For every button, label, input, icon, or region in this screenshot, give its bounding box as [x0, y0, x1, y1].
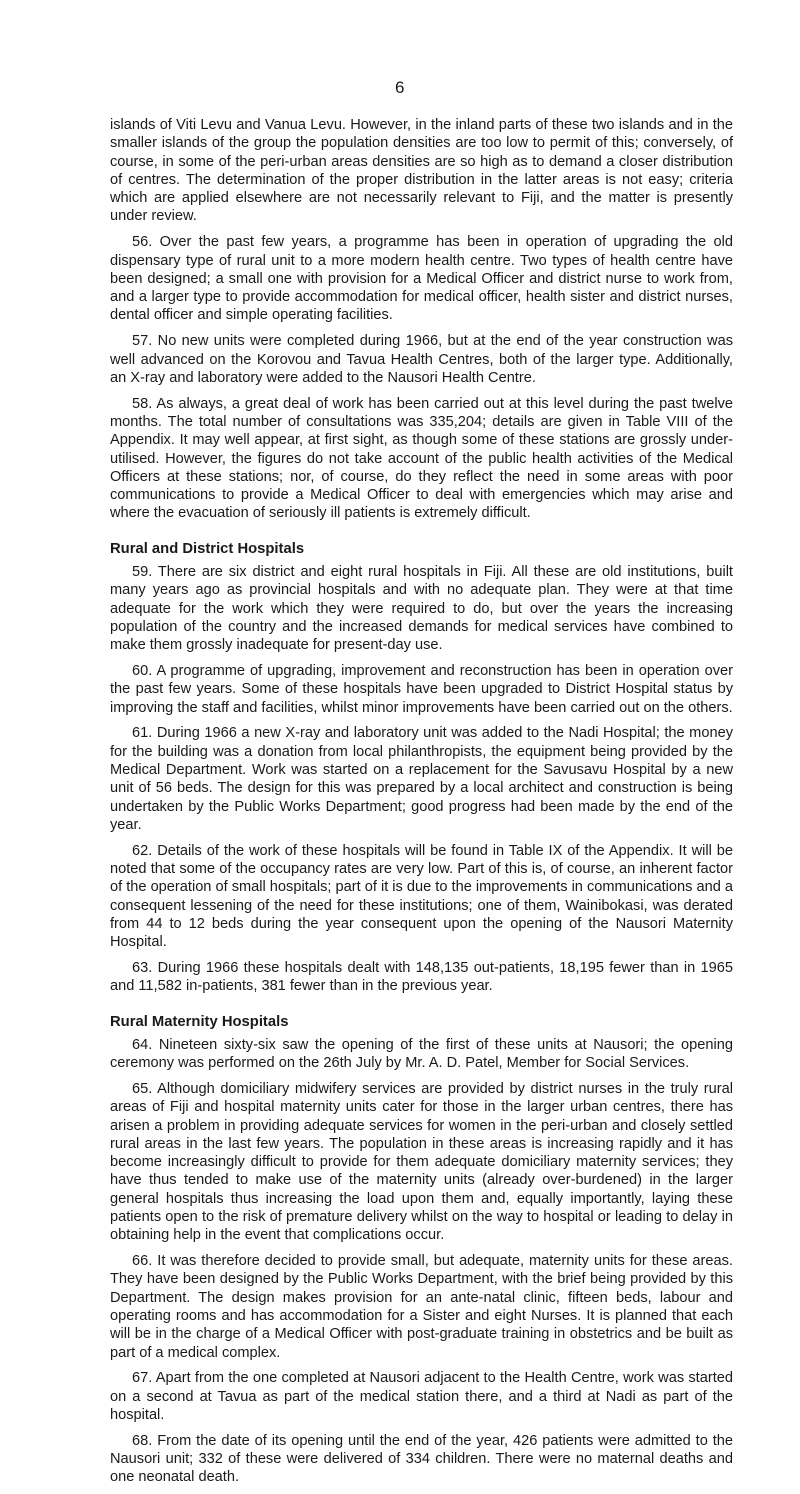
document-body [110, 116, 733, 1494]
paragraph-65: 65. Although domiciliary midwifery services are provided by district nurses in the truly rural areas of Fiji and hospital maternity units cater for those in the larger urban centres, there has arisen a problem in providing adequate services for women in the peri-urban and closely settled rural areas in the last few years. The population in these areas is increasing rapidly and it has become increasingly difficult to provide for them adequate domiciliary maternity services; they have thus tended to make use of the maternity units (already over-burdened) in the larger general hospitals thus increasing the load upon them and, equally importantly, laying these patients open to the risk of premature delivery whilst on the way to hospital or leading to delay in obtaining help in the event that complications occur. [110, 1080, 733, 1244]
paragraph-62: 62. Details of the work of these hospitals will be found in Table IX of the Appendix. It will be noted that some of the occupancy rates are very low. Part of this is, of course, an inherent factor of the operation of small hospitals; part of it is due to the improvements in communications and a consequent lessening of the need for these institutions; one of them, Wainibokasi, was derated from 44 to 12 beds during the year consequent upon the opening of the Nausori Maternity Hospital. [110, 842, 733, 951]
page-number: 6 [395, 78, 405, 97]
paragraph-64: 64. Nineteen sixty-six saw the opening of the first of these units at Nausori; the opening ceremony was performed on the 26th July by Mr. A. D. Patel, Member for Social Services. [110, 1036, 733, 1072]
paragraph-60: 60. A programme of upgrading, improvement and reconstruction has been in operation over the past few years. Some of these hospitals have been upgraded to District Hospital status by improving the staff and facilities, whilst minor improvements have been carried out on the others. [110, 663, 733, 716]
paragraph-61: 61. During 1966 a new X-ray and laboratory unit was added to the Nadi Hospital; the money for the building was a donation from local philanthropists, the equipment being provided by the Medical Department. Work was started on a replacement for the Savusavu Hospital by a new unit of 56 beds. The design for this was prepared by a local architect and construction is being undertaken by the Public Works Department; good progress had been made by the end of the year. [110, 725, 733, 833]
paragraph-58: 58. As always, a great deal of work has been carried out at this level during the past twelve months. The total number of consultations was 335,204; details are given in Table VIII of the Appendix. It may well appear, at first sight, as though some of these stations are grossly under-utilised. However, the figures do not take account of the public health activities of the Medical Officers at these stations; nor, of course, do they reflect the need in some areas with poor communications to provide a Medical Officer to deal with emergencies which may arise and where the evacuation of seriously ill patients is extremely difficult. [110, 395, 733, 522]
paragraph-66: 66. It was therefore decided to provide small, but adequate, maternity units for these areas. They have been designed by the Public Works Department, with the brief being provided by this Department. The design makes provision for an ante-natal clinic, fifteen beds, labour and operating rooms and has accommodation for a Sister and eight Nurses. It is planned that each will be in the charge of a Medical Officer with post-graduate training in obstetrics and be built as part of a medical complex. [110, 1253, 733, 1361]
paragraph-59: 59. There are six district and eight rural hospitals in Fiji. All these are old institutions, built many years ago as provincial hospitals and with no adequate plan. They were at that time adequate for the work which they were required to do, but over the years the increasing population of the country and the increased demands for medical services have combined to make them grossly inadequate for present-day use. [110, 564, 733, 654]
paragraph-57: 57. No new units were completed during 1966, but at the end of the year construction was well advanced on the Korovou and Tavua Health Centres, both of the larger type. Additionally, an X-ray and laboratory were added to the Nausori Health Centre. [110, 333, 733, 386]
paragraph-63: 63. During 1966 these hospitals dealt with 148,135 out-patients, 18,195 fewer than in 1965 and 11,582 in-patients, 381 fewer than in the previous year. [110, 959, 733, 995]
paragraph-68: 68. From the date of its opening until the end of the year, 426 patients were admitted to the Nausori unit; 332 of these were delivered of 334 children. There were no maternal deaths and one neonatal death. [110, 1432, 733, 1486]
section-heading-rural-district-hospitals: Rural and District Hospitals [110, 540, 305, 557]
paragraph-continuation: islands of Viti Levu and Vanua Levu. However, in the inland parts of these two islands and in the smaller islands of the group the population densities are too low to permit of this; conversely, of course, in some of the peri-urban areas densities are so high as to demand a closer distribution of centres. The determination of the proper distribution in the latter areas is not easy; criteria which are applied elsewhere are not necessarily relevant to Fiji, and the matter is presently under review. [110, 117, 733, 225]
paragraph-56: 56. Over the past few years, a programme has been in operation of upgrading the old dispensary type of rural unit to a more modern health centre. Two types of health centre have been designed; a small one with provision for a Medical Officer and district nurse to work from, and a larger type to provide accommodation for medical officer, health sister and district nurses, dental officer and simple operating facilities. [110, 234, 733, 324]
section-heading-rural-maternity-hospitals: Rural Maternity Hospitals [110, 1013, 289, 1030]
paragraph-67: 67. Apart from the one completed at Nausori adjacent to the Health Centre, work was started on a second at Tavua as part of the medical station there, and a third at Nadi as part of the hospital. [110, 1370, 733, 1423]
